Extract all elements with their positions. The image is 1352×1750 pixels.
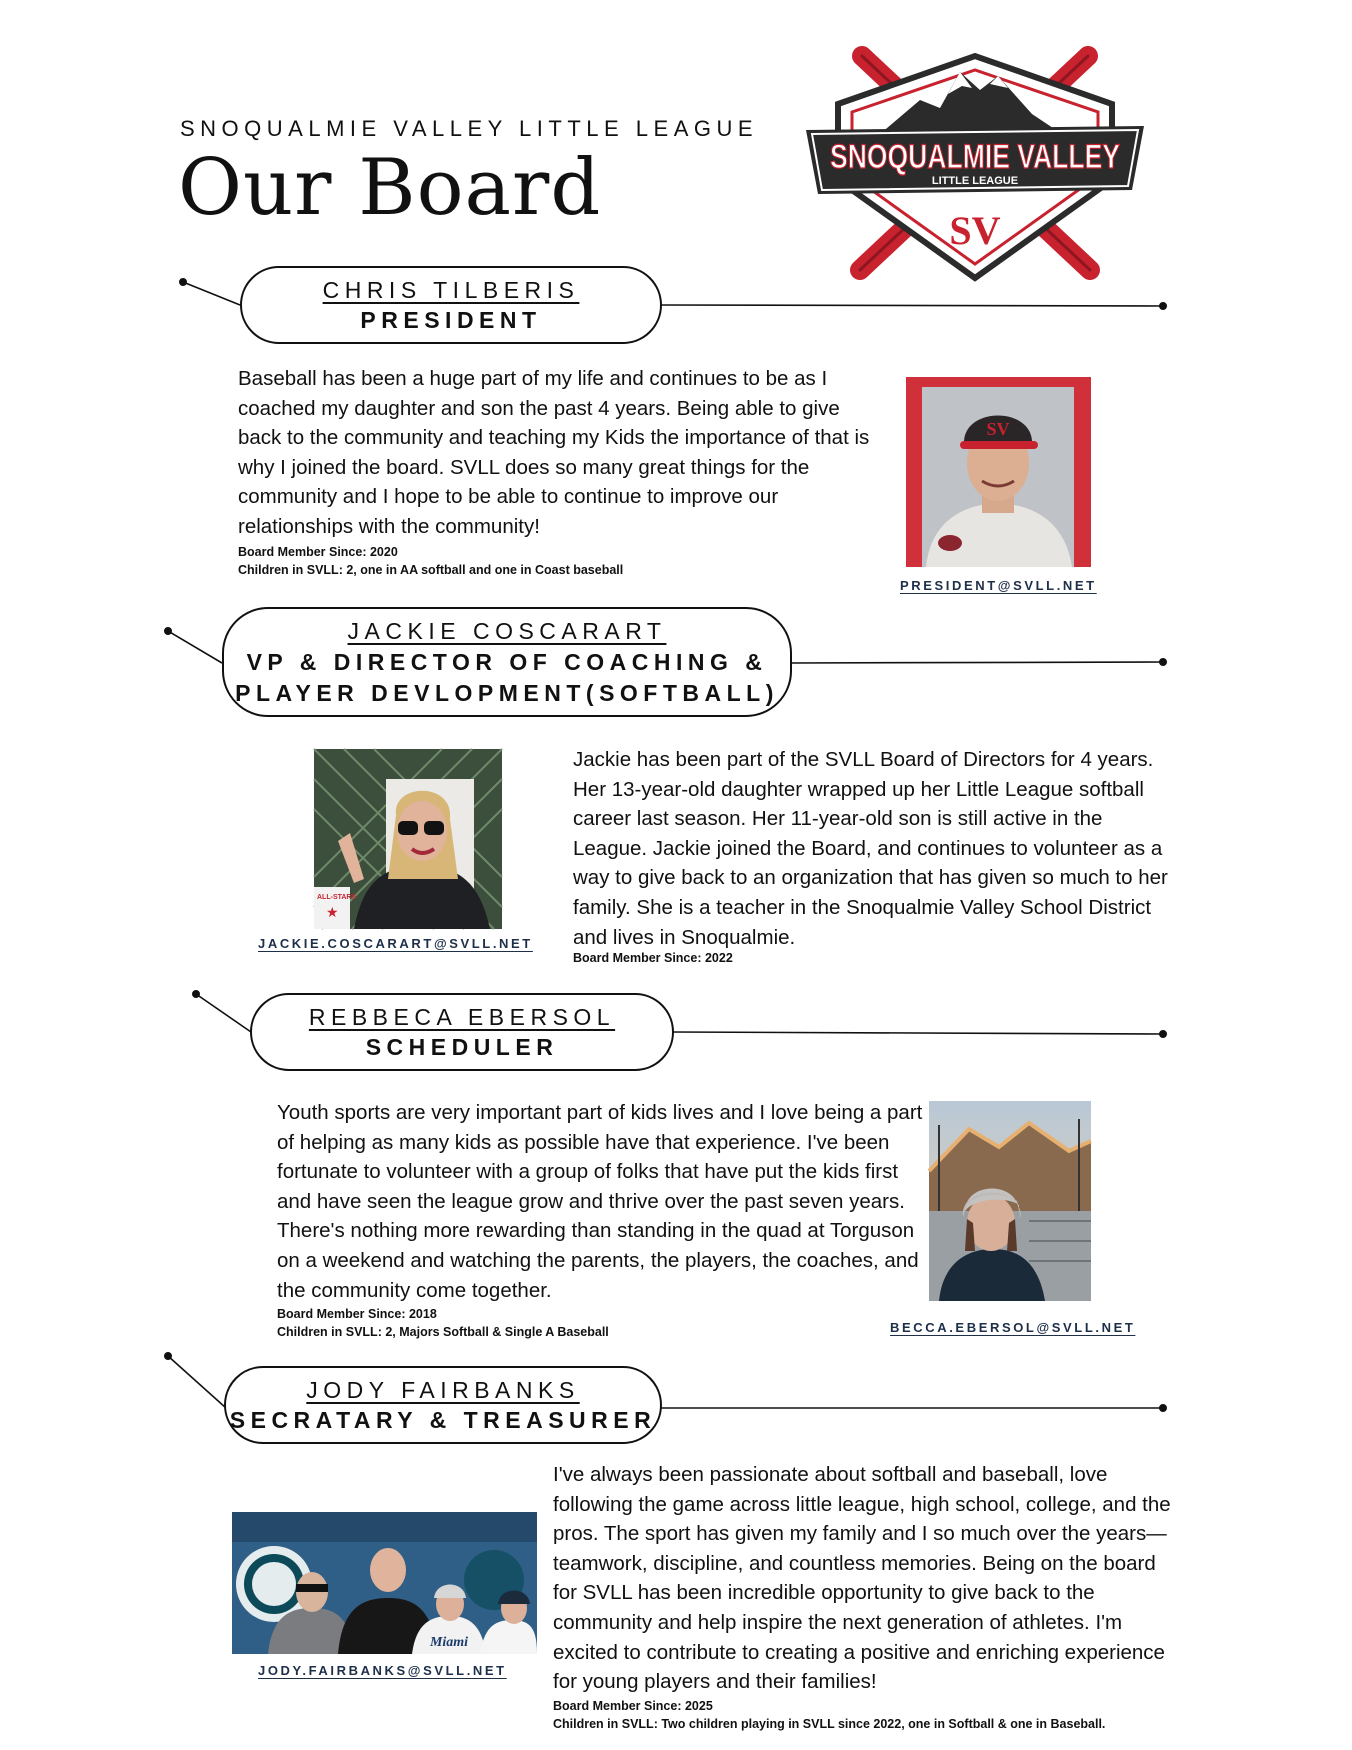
member-bio: Baseball has been a huge part of my life and continues to be as I coached my daughter and son the past 4 years. Being able to give back to the community and teaching my Kids the importance of that is why I joined the board. SVLL does so many great things for the community and I hope to be able to continue to improve our relationships with the community! [238,367,870,538]
member-name: JACKIE COSCARART [347,618,667,644]
member-header-jody [224,1366,662,1444]
svg-text:★: ★ [326,904,339,920]
member-name: REBBECA EBERSOL [308,1003,616,1030]
member-header-jackie [222,607,792,717]
member-children: Children in SVLL: Two children playing in SVLL since 2022, one in Softball & one in Baseball. [553,1717,1106,1731]
member-role: SECRATARY & TREASURER [229,1406,657,1433]
member-since: Board Member Since: 2025 [553,1699,713,1713]
member-role: SCHEDULER [365,1033,559,1060]
svg-text:SV: SV [986,419,1010,439]
member-children: Children in SVLL: 2, Majors Softball & Single A Baseball [277,1325,609,1339]
member-bio: I've always been passionate about softball and baseball, love following the game across little league, high school, college, and the pros. The sport has given my family and I so much over the years—teamwork, discipline, and countless memories. Being on the board for SVLL has been incredible opportunity to give back to the community and help inspire the next generation of athletes. I'm excited to contribute to creating a positive and enriching experience for young players and their families! [553,1463,1171,1694]
photo-jersey-text: Miami [429,1635,469,1650]
member-since: Board Member Since: 2020 [238,545,398,559]
member-header-chris [240,266,662,344]
member-email-link[interactable]: PRESIDENT@SVLL.NET [900,578,1097,593]
member-children: Children in SVLL: 2, one in AA softball and one in Coast baseball [238,563,624,577]
page-title: Our Board [178,143,602,233]
member-bio: Jackie has been part of the SVLL Board of Directors for 4 years. Her 13-year-old daughter wrapped up her Little League softball career last season. Her 11-year-old son is still active in the League. Jackie joined the Board, and continues to volunteer as a way to give back to an organization that has given so much to her family. She is a teacher in the Snoqualmie Valley School District and lives in Snoqualmie. [573,748,1168,949]
member-since: Board Member Since: 2018 [277,1307,437,1321]
member-email-link[interactable]: JACKIE.COSCARART@SVLL.NET [258,936,533,951]
member-role-line1: VP & DIRECTOR OF COACHING & [246,649,768,675]
member-email-link[interactable]: BECCA.EBERSOL@SVLL.NET [890,1320,1136,1335]
member-name: JODY FAIRBANKS [306,1376,580,1403]
logo-monogram: SV [949,208,1001,253]
member-role: PRESIDENT [360,306,542,333]
member-since: Board Member Since: 2022 [573,951,733,965]
member-email-link[interactable]: JODY.FAIRBANKS@SVLL.NET [258,1663,507,1678]
photo-sign: ALL-STARS [317,894,357,901]
logo-wordmark: SNOQUALMIE VALLEY [830,138,1121,176]
league-name: SNOQUALMIE VALLEY LITTLE LEAGUE [180,116,759,141]
logo-subtitle: LITTLE LEAGUE [931,175,1019,187]
member-bio: Youth sports are very important part of kids lives and I love being a part of helping as many kids as possible have that experience. I've been fortunate to volunteer with a group of folks that have put the kids first and have seen the league grow and thrive over the past seven years. There's nothing more rewarding than standing in the quad at Torguson on a weekend and watching the parents, the players, the coaches, and the community come together. [277,1101,923,1302]
member-header-rebbeca [250,993,674,1071]
member-name: CHRIS TILBERIS [322,276,580,303]
member-role-line2: PLAYER DEVLOPMENT(SOFTBALL) [235,680,779,706]
